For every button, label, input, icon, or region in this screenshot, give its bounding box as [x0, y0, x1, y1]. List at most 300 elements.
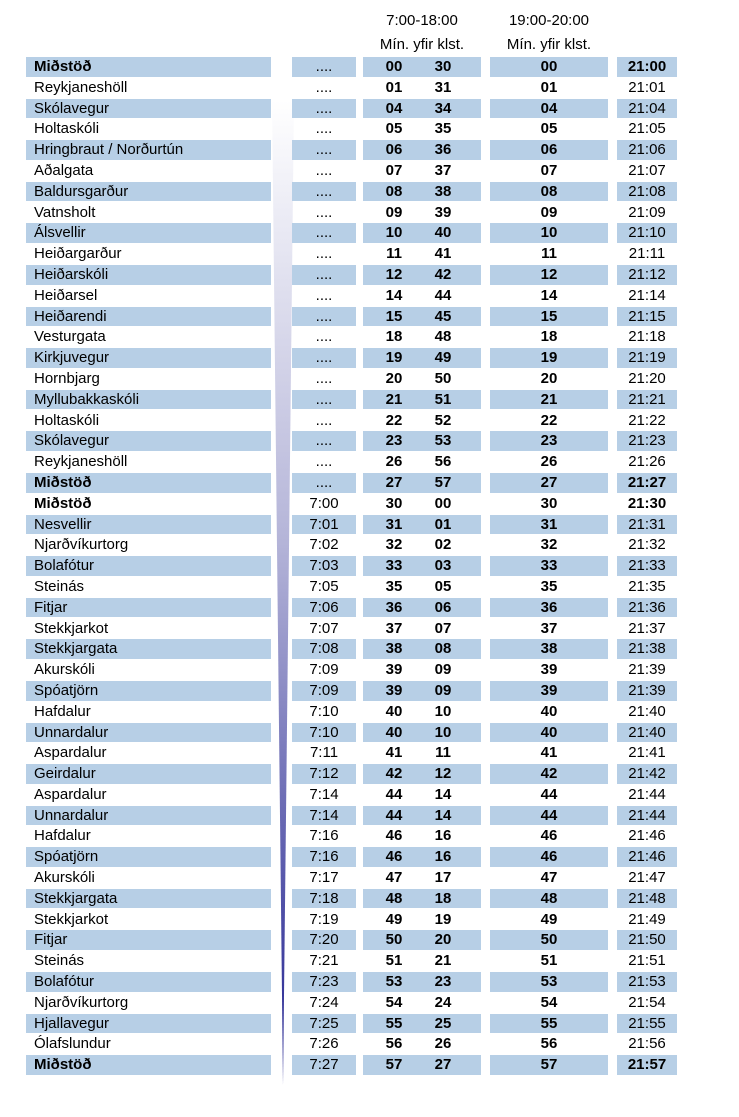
- minutes-7-18: [363, 494, 481, 514]
- table-row: [0, 971, 739, 992]
- minutes-19-20: 12: [490, 265, 608, 285]
- minute-first: 38: [385, 640, 403, 658]
- minutes-19-20: 39: [540, 661, 558, 679]
- first-departure: 7:19: [309, 910, 339, 928]
- last-departure: 21:41: [628, 744, 666, 762]
- last-departure: 21:54: [628, 993, 666, 1011]
- minutes-7-18: [363, 265, 481, 285]
- last-departure: 21:51: [628, 952, 666, 970]
- stop-name: Heiðarskóli: [26, 265, 271, 285]
- last-departure: 21:49: [628, 910, 666, 928]
- last-departure: 21:15: [617, 307, 677, 327]
- minute-first: 19: [385, 349, 403, 367]
- table-row: [0, 722, 739, 743]
- first-departure: 7:09: [309, 661, 339, 679]
- first-departure: ....: [292, 57, 356, 77]
- stop-name: Hringbraut / Norðurtún: [26, 140, 271, 160]
- table-row: [0, 950, 739, 971]
- minute-first: 53: [385, 973, 403, 991]
- stop-name: Stekkjargata: [26, 639, 271, 659]
- minute-first: 54: [385, 993, 403, 1011]
- table-row: [0, 451, 739, 472]
- first-departure: ....: [315, 328, 333, 346]
- stop-name: Bolafótur: [26, 972, 271, 992]
- minutes-7-18: [363, 847, 481, 867]
- minute-first: 49: [385, 910, 403, 928]
- minutes-19-20: 47: [540, 869, 558, 887]
- minutes-7-18: [363, 369, 481, 389]
- minutes-19-20: 57: [490, 1055, 608, 1075]
- first-departure: 7:14: [292, 806, 356, 826]
- table-row: [0, 264, 739, 285]
- minute-first: 11: [386, 245, 402, 263]
- table-row: [0, 846, 739, 867]
- last-departure: 21:53: [617, 972, 677, 992]
- minute-second: 51: [434, 390, 452, 408]
- table-row: [0, 306, 739, 327]
- stop-name: Ólafslundur: [34, 1035, 111, 1053]
- stop-name: Aspardalur: [34, 744, 107, 762]
- table-row: [0, 992, 739, 1013]
- minutes-19-20: 53: [490, 972, 608, 992]
- minutes-19-20: 44: [540, 785, 558, 803]
- last-departure: 21:39: [628, 661, 666, 679]
- minute-first: 08: [385, 182, 403, 200]
- minutes-7-18: [363, 806, 481, 826]
- minutes-7-18: [363, 307, 481, 327]
- minutes-19-20: 15: [490, 307, 608, 327]
- minutes-19-20: 39: [490, 681, 608, 701]
- first-departure: ....: [315, 411, 333, 429]
- last-departure: 21:21: [617, 390, 677, 410]
- stop-name: Stekkjargata: [26, 889, 271, 909]
- table-row: [0, 1054, 739, 1075]
- table-row: [0, 98, 739, 119]
- minute-first: 21: [385, 390, 403, 408]
- minutes-19-20: 21: [490, 390, 608, 410]
- last-departure: 21:36: [617, 598, 677, 618]
- table-row: [0, 1033, 739, 1054]
- stop-name: Spóatjörn: [26, 681, 271, 701]
- minute-second: 50: [434, 369, 452, 387]
- minutes-19-20: 09: [540, 203, 558, 221]
- stop-name: Aspardalur: [34, 785, 107, 803]
- minute-second: 41: [434, 245, 452, 263]
- last-departure: 21:55: [617, 1014, 677, 1034]
- minutes-19-20: 56: [540, 1035, 558, 1053]
- minute-second: 49: [434, 349, 452, 367]
- last-departure: 21:35: [628, 577, 666, 595]
- minute-second: 01: [434, 515, 452, 533]
- stop-name: Hornbjarg: [34, 369, 100, 387]
- first-departure: 7:23: [292, 972, 356, 992]
- last-departure: 21:26: [628, 453, 666, 471]
- minute-first: 40: [385, 702, 403, 720]
- minutes-19-20: 04: [490, 99, 608, 119]
- minutes-19-20: 40: [540, 702, 558, 720]
- minutes-7-18: [363, 619, 481, 639]
- first-departure: 7:07: [309, 619, 339, 637]
- stop-name: Nesvellir: [26, 515, 271, 535]
- minute-second: 03: [434, 557, 452, 575]
- minutes-7-18: [363, 993, 481, 1013]
- first-departure: 7:26: [309, 1035, 339, 1053]
- minute-first: 09: [385, 203, 403, 221]
- header-col2-range: 19:00-20:00: [508, 12, 590, 29]
- minutes-19-20: 05: [540, 120, 558, 138]
- minutes-7-18: [363, 57, 481, 77]
- minutes-19-20: 48: [490, 889, 608, 909]
- minute-second: 02: [434, 536, 452, 554]
- minute-first: 57: [385, 1056, 403, 1074]
- minute-second: 21: [434, 952, 452, 970]
- stop-name: Miðstöð: [26, 1055, 271, 1075]
- table-row: [0, 77, 739, 98]
- first-departure: 7:16: [292, 847, 356, 867]
- stop-name: Stekkjarkot: [34, 619, 109, 637]
- minute-second: 00: [434, 494, 452, 512]
- stop-name: Myllubakkaskóli: [26, 390, 271, 410]
- first-departure: 7:16: [309, 827, 339, 845]
- last-departure: 21:06: [617, 140, 677, 160]
- table-row: [0, 784, 739, 805]
- minutes-7-18: [363, 119, 481, 139]
- last-departure: 21:01: [628, 78, 666, 96]
- last-departure: 21:04: [617, 99, 677, 119]
- stop-name: Stekkjarkot: [34, 910, 109, 928]
- first-departure: ....: [315, 120, 333, 138]
- first-departure: ....: [292, 431, 356, 451]
- minute-second: 17: [434, 869, 452, 887]
- minutes-19-20: 37: [540, 619, 558, 637]
- minute-first: 33: [385, 557, 403, 575]
- minute-first: 39: [385, 661, 403, 679]
- minute-second: 25: [434, 1014, 452, 1032]
- minutes-7-18: [363, 223, 481, 243]
- minutes-7-18: [363, 244, 481, 264]
- minutes-19-20: 55: [490, 1014, 608, 1034]
- minutes-19-20: 30: [540, 494, 558, 512]
- first-departure: 7:17: [309, 869, 339, 887]
- minute-first: 15: [385, 307, 403, 325]
- minutes-19-20: 31: [490, 515, 608, 535]
- first-departure: ....: [315, 286, 333, 304]
- minutes-7-18: [363, 203, 481, 223]
- stop-name: Fitjar: [26, 930, 271, 950]
- table-row: [0, 160, 739, 181]
- last-departure: 21:14: [628, 286, 666, 304]
- minute-first: 18: [385, 328, 403, 346]
- table-row: [0, 763, 739, 784]
- minute-first: 46: [385, 827, 403, 845]
- minutes-19-20: 07: [540, 161, 558, 179]
- minute-first: 22: [385, 411, 403, 429]
- minute-first: 42: [385, 765, 403, 783]
- minute-second: 38: [434, 182, 452, 200]
- minutes-7-18: [363, 161, 481, 181]
- minutes-19-20: 44: [490, 806, 608, 826]
- first-departure: 7:10: [309, 702, 339, 720]
- minutes-7-18: [363, 140, 481, 160]
- stop-name: Vatnsholt: [34, 203, 96, 221]
- stop-name: Hjallavegur: [26, 1014, 271, 1034]
- minute-second: 24: [434, 993, 452, 1011]
- first-departure: 7:05: [309, 577, 339, 595]
- last-departure: 21:47: [628, 869, 666, 887]
- stop-name: Kirkjuvegur: [26, 348, 271, 368]
- minutes-19-20: 26: [540, 453, 558, 471]
- minute-second: 53: [434, 432, 452, 450]
- minute-first: 51: [385, 952, 403, 970]
- table-row: [0, 243, 739, 264]
- last-departure: 21:44: [628, 785, 666, 803]
- minute-first: 37: [385, 619, 403, 637]
- minutes-7-18: [363, 577, 481, 597]
- first-departure: ....: [292, 140, 356, 160]
- minutes-19-20: 06: [490, 140, 608, 160]
- last-departure: 21:08: [617, 182, 677, 202]
- table-row: [0, 389, 739, 410]
- minutes-19-20: 35: [540, 577, 558, 595]
- header-col2-sub: Mín. yfir klst.: [506, 36, 592, 53]
- minute-second: 06: [434, 598, 452, 616]
- minute-second: 27: [434, 1056, 452, 1074]
- minutes-7-18: [363, 743, 481, 763]
- minute-first: 36: [385, 598, 403, 616]
- table-row: [0, 576, 739, 597]
- minute-first: 50: [385, 931, 403, 949]
- minutes-7-18: [363, 99, 481, 119]
- stop-name: Steinás: [34, 577, 85, 595]
- minutes-7-18: [363, 681, 481, 701]
- first-departure: 7:02: [309, 536, 339, 554]
- table-row: [0, 638, 739, 659]
- first-departure: 7:18: [292, 889, 356, 909]
- first-departure: 7:10: [292, 723, 356, 743]
- last-departure: 21:46: [617, 847, 677, 867]
- stop-name: Hafdalur: [34, 702, 91, 720]
- table-row: [0, 181, 739, 202]
- minutes-7-18: [363, 639, 481, 659]
- minute-second: 09: [434, 661, 452, 679]
- minutes-19-20: 23: [490, 431, 608, 451]
- first-departure: ....: [292, 265, 356, 285]
- minutes-19-20: 18: [540, 328, 558, 346]
- table-row: [0, 493, 739, 514]
- minute-first: 46: [385, 848, 403, 866]
- stop-name: Unnardalur: [26, 806, 271, 826]
- minute-second: 57: [434, 473, 452, 491]
- minute-second: 42: [434, 265, 452, 283]
- stop-name: Njarðvíkurtorg: [34, 993, 129, 1011]
- last-departure: 21:27: [617, 473, 677, 493]
- stop-name: Heiðargarður: [34, 245, 122, 263]
- last-departure: 21:38: [617, 639, 677, 659]
- minute-second: 10: [434, 702, 452, 720]
- minute-second: 16: [434, 827, 452, 845]
- minutes-19-20: 50: [490, 930, 608, 950]
- minute-second: 45: [434, 307, 452, 325]
- minutes-19-20: 33: [490, 556, 608, 576]
- stop-name: Holtaskóli: [34, 411, 100, 429]
- last-departure: 21:40: [628, 702, 666, 720]
- stop-name: Njarðvíkurtorg: [34, 536, 129, 554]
- minute-second: 20: [434, 931, 452, 949]
- first-departure: ....: [292, 390, 356, 410]
- first-departure: 7:11: [309, 744, 339, 762]
- minute-second: 14: [434, 785, 452, 803]
- minutes-7-18: [363, 515, 481, 535]
- table-row: [0, 618, 739, 639]
- minute-first: 35: [385, 577, 403, 595]
- minutes-7-18: [363, 764, 481, 784]
- minutes-19-20: 54: [540, 993, 558, 1011]
- first-departure: 7:12: [292, 764, 356, 784]
- minute-second: 40: [434, 224, 452, 242]
- first-departure: ....: [315, 78, 333, 96]
- minute-second: 09: [434, 681, 452, 699]
- last-departure: 21:40: [617, 723, 677, 743]
- minutes-7-18: [363, 286, 481, 306]
- table-row: [0, 701, 739, 722]
- header-col1-sub: Mín. yfir klst.: [379, 36, 465, 53]
- first-departure: 7:00: [309, 494, 339, 512]
- minutes-7-18: [363, 390, 481, 410]
- first-departure: 7:24: [309, 993, 339, 1011]
- table-row: [0, 472, 739, 493]
- last-departure: 21:42: [617, 764, 677, 784]
- minute-first: 30: [385, 494, 403, 512]
- minutes-7-18: [363, 431, 481, 451]
- last-departure: 21:10: [617, 223, 677, 243]
- table-row: [0, 825, 739, 846]
- minute-first: 00: [385, 58, 403, 75]
- minutes-7-18: [363, 327, 481, 347]
- minute-first: 32: [385, 536, 403, 554]
- minutes-19-20: 00: [490, 57, 608, 77]
- last-departure: 21:37: [628, 619, 666, 637]
- last-departure: 21:44: [617, 806, 677, 826]
- last-departure: 21:57: [617, 1055, 677, 1075]
- first-departure: 7:01: [292, 515, 356, 535]
- minutes-7-18: [363, 972, 481, 992]
- last-departure: 21:12: [617, 265, 677, 285]
- table-row: [0, 659, 739, 680]
- minutes-19-20: 38: [490, 639, 608, 659]
- last-departure: 21:39: [617, 681, 677, 701]
- first-departure: 7:09: [292, 681, 356, 701]
- first-departure: 7:06: [292, 598, 356, 618]
- table-row: [0, 909, 739, 930]
- first-departure: 7:08: [292, 639, 356, 659]
- first-departure: 7:21: [309, 952, 339, 970]
- minute-second: 30: [434, 58, 452, 75]
- first-departure: ....: [292, 99, 356, 119]
- minute-first: 20: [385, 369, 403, 387]
- stop-name: Miðstöð: [34, 494, 92, 512]
- minutes-7-18: [363, 1034, 481, 1054]
- minutes-19-20: 40: [490, 723, 608, 743]
- stop-name: Unnardalur: [26, 723, 271, 743]
- minutes-7-18: [363, 910, 481, 930]
- minutes-7-18: [363, 411, 481, 431]
- last-departure: 21:18: [628, 328, 666, 346]
- minute-second: 44: [434, 286, 452, 304]
- table-row: [0, 56, 739, 77]
- minutes-7-18: [363, 348, 481, 368]
- minute-second: 08: [434, 640, 452, 658]
- stop-name: Miðstöð: [26, 57, 271, 77]
- minutes-19-20: 36: [490, 598, 608, 618]
- minutes-19-20: 27: [490, 473, 608, 493]
- table-row: [0, 805, 739, 826]
- first-departure: 7:27: [292, 1055, 356, 1075]
- stop-name: Álsvellir: [26, 223, 271, 243]
- minute-first: 10: [385, 224, 403, 242]
- minute-second: 35: [434, 120, 452, 138]
- first-departure: ....: [292, 348, 356, 368]
- minutes-7-18: [363, 452, 481, 472]
- timetable-rows: [0, 56, 739, 1075]
- last-departure: 21:30: [627, 494, 667, 512]
- first-departure: 7:20: [292, 930, 356, 950]
- minute-first: 41: [385, 744, 403, 762]
- table-row: [0, 514, 739, 535]
- last-departure: 21:50: [617, 930, 677, 950]
- minute-second: 31: [434, 78, 452, 96]
- minute-second: 56: [434, 453, 452, 471]
- table-row: [0, 888, 739, 909]
- minute-first: 05: [385, 120, 403, 138]
- minutes-7-18: [363, 868, 481, 888]
- stop-name: Akurskóli: [34, 661, 95, 679]
- minutes-19-20: 01: [540, 78, 558, 96]
- minute-first: 12: [385, 265, 403, 283]
- minute-first: 40: [385, 723, 403, 741]
- table-row: [0, 555, 739, 576]
- table-row: [0, 368, 739, 389]
- minutes-19-20: 42: [490, 764, 608, 784]
- stop-name: Baldursgarður: [26, 182, 271, 202]
- last-departure: 21:11: [628, 245, 666, 263]
- table-row: [0, 1013, 739, 1034]
- minutes-7-18: [363, 826, 481, 846]
- minutes-19-20: 46: [490, 847, 608, 867]
- last-departure: 21:20: [628, 369, 666, 387]
- stop-name: Aðalgata: [34, 161, 94, 179]
- last-departure: 21:23: [617, 431, 677, 451]
- minute-second: 23: [434, 973, 452, 991]
- stop-name: Skólavegur: [26, 99, 271, 119]
- minutes-7-18: [363, 1014, 481, 1034]
- last-departure: 21:31: [617, 515, 677, 535]
- minutes-7-18: [363, 702, 481, 722]
- table-row: [0, 597, 739, 618]
- minute-first: 26: [385, 453, 403, 471]
- minute-first: 31: [385, 515, 403, 533]
- minutes-7-18: [363, 930, 481, 950]
- stop-name: Fitjar: [26, 598, 271, 618]
- first-departure: ....: [315, 203, 333, 221]
- minute-second: 36: [434, 141, 452, 159]
- minute-second: 14: [434, 806, 452, 824]
- stop-name: Akurskóli: [34, 869, 95, 887]
- stop-name: Steinás: [34, 952, 85, 970]
- last-departure: 21:46: [628, 827, 666, 845]
- last-departure: 21:07: [628, 161, 666, 179]
- stop-name: Reykjaneshöll: [34, 453, 128, 471]
- minutes-7-18: [363, 1055, 481, 1075]
